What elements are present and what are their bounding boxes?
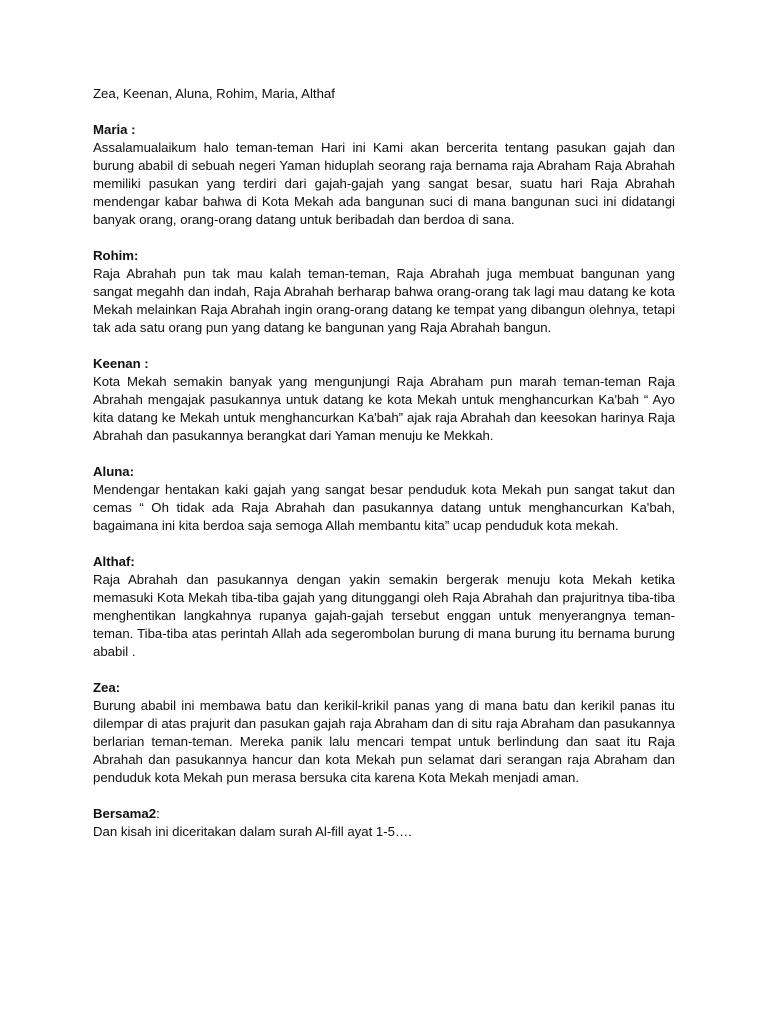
dialogue-text: Assalamualaikum halo teman-teman Hari ini Kami akan bercerita tentang pasukan gajah dan burung ababil di sebuah negeri Yaman hiduplah seorang raja bernama raja Abraham Raja Abrahah memiliki pasukan yang terdiri dari gajah-gajah yang sangat besar, suatu hari Raja Abrahah mendengar kabar bahwa di Kota Mekah ada bangunan suci di mana bangunan suci ini didatangi banyak orang, orang-orang datang untuk beribadah dan berdoa di sana. xyxy=(93,140,675,227)
dialogue-section-althaf xyxy=(93,553,675,661)
speaker-name xyxy=(93,355,675,373)
dialogue-section-bersama xyxy=(93,805,675,841)
speaker-label: Rohim: xyxy=(93,248,139,263)
dialogue-text: Burung ababil ini membawa batu dan kerikil-krikil panas yang di mana batu dan kerikil panas itu dilempar di atas prajurit dan pasukan gajah raja Abraham dan di situ raja Abraham dan pasukannya berlarian teman-teman. Mereka panik lalu mencari tempat untuk berlindung dan saat itu Raja Abrahah dan pasukannya hancur dan kota Mekah pun selamat dari serangan raja Abraham dan penduduk kota Mekah pun merasa bersuka cita karena Kota Mekah menjadi aman. xyxy=(93,698,675,785)
speaker-name xyxy=(93,121,675,139)
dialogue-text: Raja Abrahah pun tak mau kalah teman-teman, Raja Abrahah juga membuat bangunan yang sangat megahh dan indah, Raja Abrahah berharap bahwa orang-orang tak lagi mau datang ke kota Mekah melainkan Raja Abrahah ingin orang-orang datang ke tempat yang dibangun olehnya, tetapi tak ada satu orang pun yang datang ke bangunan yang Raja Abrahah bangun. xyxy=(93,266,675,335)
dialogue-text: Raja Abrahah dan pasukannya dengan yakin semakin bergerak menuju kota Mekah ketika memasuki Kota Mekah tiba-tiba gajah yang ditunggangi oleh Raja Abrahah dan prajuritnya tiba-tiba menghentikan langkahnya rupanya gajah-gajah tersebut enggan untuk menyerangnya teman-teman. Tiba-tiba atas perintah Allah ada segerombolan burung di mana burung itu bernama burung ababil . xyxy=(93,572,675,659)
dialogue-section-maria xyxy=(93,121,675,229)
dialogue-section-keenan xyxy=(93,355,675,445)
speaker-name xyxy=(93,679,675,697)
dialogue-section-zea xyxy=(93,679,675,787)
speaker-name xyxy=(93,463,675,481)
dialogue-section-aluna xyxy=(93,463,675,535)
dialogue-section-rohim xyxy=(93,247,675,337)
dialogue-text: Kota Mekah semakin banyak yang mengunjungi Raja Abraham pun marah teman-teman Raja Abrahah mengajak pasukannya untuk datang ke kota Mekah untuk menghancurkan Ka'bah “ Ayo kita datang ke Mekah untuk menghancurkan Ka'bah” ajak raja Abrahah dan keesokan harinya Raja Abrahah dan pasukannya berangkat dari Yaman menuju ke Mekkah. xyxy=(93,374,675,443)
speaker-name xyxy=(93,805,675,823)
speaker-suffix: : xyxy=(156,806,160,821)
script-text xyxy=(93,85,675,859)
speaker-label: Maria : xyxy=(93,122,136,137)
speaker-name xyxy=(93,553,675,571)
speaker-label: Aluna: xyxy=(93,464,135,479)
speaker-label: Zea: xyxy=(93,680,121,695)
speaker-label: Bersama2 xyxy=(93,806,157,821)
speaker-name xyxy=(93,247,675,265)
dialogue-text: Mendengar hentakan kaki gajah yang sangat besar penduduk kota Mekah pun sangat takut dan cemas “ Oh tidak ada Raja Abrahah dan pasukannya datang untuk menghancurkan Ka'bah, bagaimana ini kita berdoa saja semoga Allah membantu kita” ucap penduduk kota mekah. xyxy=(93,482,675,533)
cast-line: Zea, Keenan, Aluna, Rohim, Maria, Althaf xyxy=(93,86,335,101)
dialogue-text: Dan kisah ini diceritakan dalam surah Al-fill ayat 1-5…. xyxy=(93,824,412,839)
speaker-label: Keenan : xyxy=(93,356,149,371)
speaker-label: Althaf: xyxy=(93,554,135,569)
